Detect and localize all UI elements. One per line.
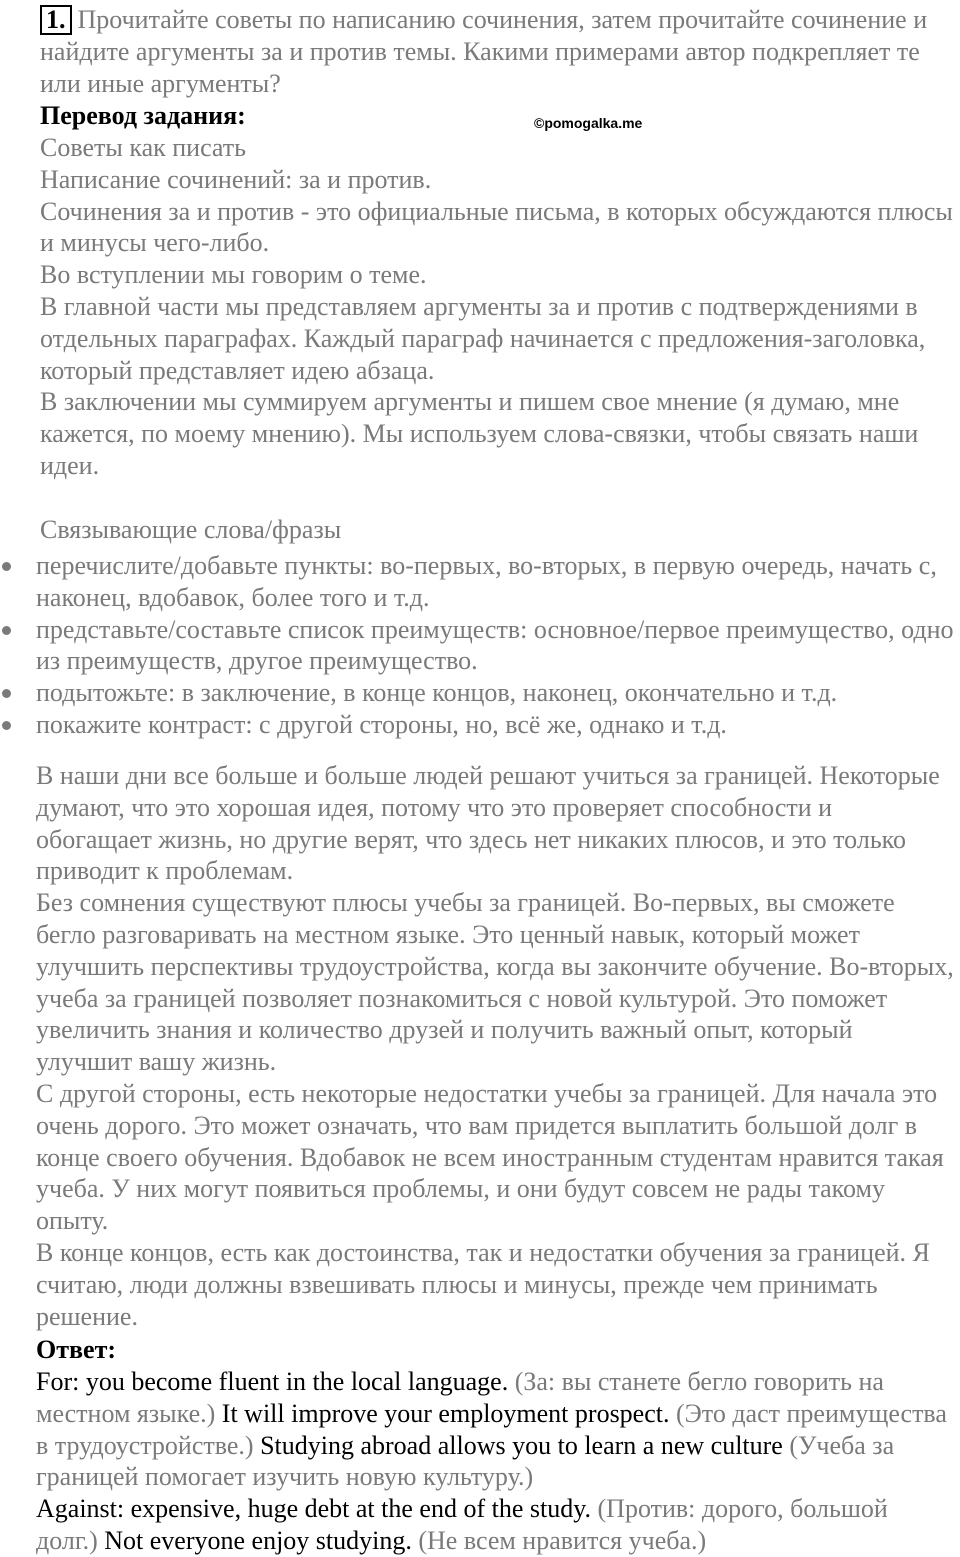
answer-for-en-2: It will improve your employment prospect.: [221, 1398, 670, 1428]
bullet-icon: [2, 562, 11, 571]
bullet-icon: [2, 721, 11, 730]
essay-paragraph: С другой стороны, есть некоторые недостатки учебы за границей. Для начала это очень дорого. Это может означать, что вам придется выплатить большой долг в конце своего обучения. Вдобавок не всем иностранным студентам нравится такая учеба. У них могут появиться проблемы, и они будут совсем не рады такому опыту.: [36, 1078, 944, 1236]
translation-paragraph: Во вступлении мы говорим о теме.: [40, 260, 427, 290]
list-item: [36, 550, 954, 614]
list-item: [36, 709, 954, 741]
essay-paragraph: Без сомнения существуют плюсы учебы за границей. Во-первых, вы сможете бегло разговаривать на местном языке. Это ценный навык, который может улучшить перспективы трудоустройства, когда вы закончите обучение. Во-вторых, учеба за границей позволяет познакомиться с новой культурой. Это поможет увеличить знания и количество друзей и получить важный опыт, который улучшит вашу жизнь.: [36, 888, 954, 1077]
answer-against-ru-2: (Не всем нравится учеба.): [418, 1525, 707, 1555]
essay-body: [36, 760, 954, 1332]
essay-paragraph: В конце концов, есть как достоинства, так и недостатки обучения за границей. Я считаю, люди должны взвешивать плюсы и минусы, прежде чем принимать решение.: [36, 1237, 930, 1331]
list-item-text: покажите контраст: с другой стороны, но, всё же, однако и т.д.: [36, 709, 727, 739]
task-number: 1.: [40, 5, 72, 35]
answer-for-en-3: Studying abroad allows you to learn a new culture: [260, 1430, 783, 1460]
answer-for-ru-2: (Это даст преимущества в трудоустройстве.): [36, 1398, 947, 1460]
answer-for-ru-1: (За: вы станете бегло говорить на местном языке.): [36, 1367, 884, 1428]
translation-paragraph: Сочинения за и против - это официальные письма, в которых обсуждаются плюсы и минусы чего-либо.: [40, 196, 953, 258]
linking-list: [36, 550, 954, 741]
translation-paragraph: Советы как писать: [40, 133, 247, 162]
linking-list-block: [36, 550, 954, 741]
answer-heading-block: [36, 1334, 954, 1366]
linking-heading: Связывающие слова/фразы: [40, 515, 342, 544]
answer-for-ru-3: (Учеба за границей помогает изучить новую культуру.): [36, 1430, 895, 1492]
answer-for-en-1: For: you become fluent in the local language.: [36, 1367, 509, 1396]
task-block: [40, 4, 952, 99]
list-item: [36, 614, 954, 678]
task-instruction: Прочитайте советы по написанию сочинения, затем прочитайте сочинение и найдите аргументы за и против темы. Какими примерами автор подкрепляет те или иные аргументы?: [40, 5, 928, 98]
list-item-text: подытожьте: в заключение, в конце концов, наконец, окончательно и т.д.: [36, 678, 838, 708]
bullet-icon: [2, 626, 11, 635]
essay-paragraph: В наши дни все больше и больше людей решают учиться за границей. Некоторые думают, что это хорошая идея, потому что это проверяет способности и обогащает жизнь, но другие верят, что здесь нет никаких плюсов, и это только приводит к проблемам.: [36, 761, 940, 886]
answer-for: [36, 1366, 954, 1493]
translation-body: [40, 132, 956, 482]
list-item-text: представьте/составьте список преимуществ: основное/первое преимущество, одно из преимуществ, другое преимущество.: [36, 614, 954, 676]
bullet-icon: [2, 689, 11, 698]
answer-against-ru-1: (Против: дорого, большой долг.): [36, 1494, 888, 1555]
linking-heading-block: [40, 514, 954, 546]
answer-body: [36, 1366, 954, 1557]
translation-paragraph: В главной части мы представляем аргументы за и против с подтверждениями в отдельных параграфах. Каждый параграф начинается с предложения-заголовка, который представляет идею абзаца.: [40, 291, 926, 385]
answer-against-en-2: Not everyone enjoy studying.: [104, 1525, 412, 1555]
task-instruction-paragraph: [40, 4, 952, 99]
list-item-text: перечислите/добавьте пункты: во-первых, во-вторых, в первую очередь, начать с, наконец, вдобавок, более того и т.д.: [36, 551, 937, 612]
translation-heading-block: [40, 100, 954, 132]
translation-heading: Перевод задания:: [40, 101, 246, 130]
translation-paragraph: В заключении мы суммируем аргументы и пишем свое мнение (я думаю, мне кажется, по моему мнению). Мы используем слова-связки, чтобы связать наши идеи.: [40, 387, 919, 480]
answer-against: [36, 1493, 954, 1557]
watermark: ©pomogalka.me: [534, 115, 643, 131]
translation-paragraph: Написание сочинений: за и против.: [40, 164, 432, 194]
answer-against-en-1: Against: expensive, huge debt at the end of the study.: [36, 1494, 592, 1524]
answer-heading: Ответ:: [36, 1335, 117, 1364]
list-item: [36, 677, 954, 709]
